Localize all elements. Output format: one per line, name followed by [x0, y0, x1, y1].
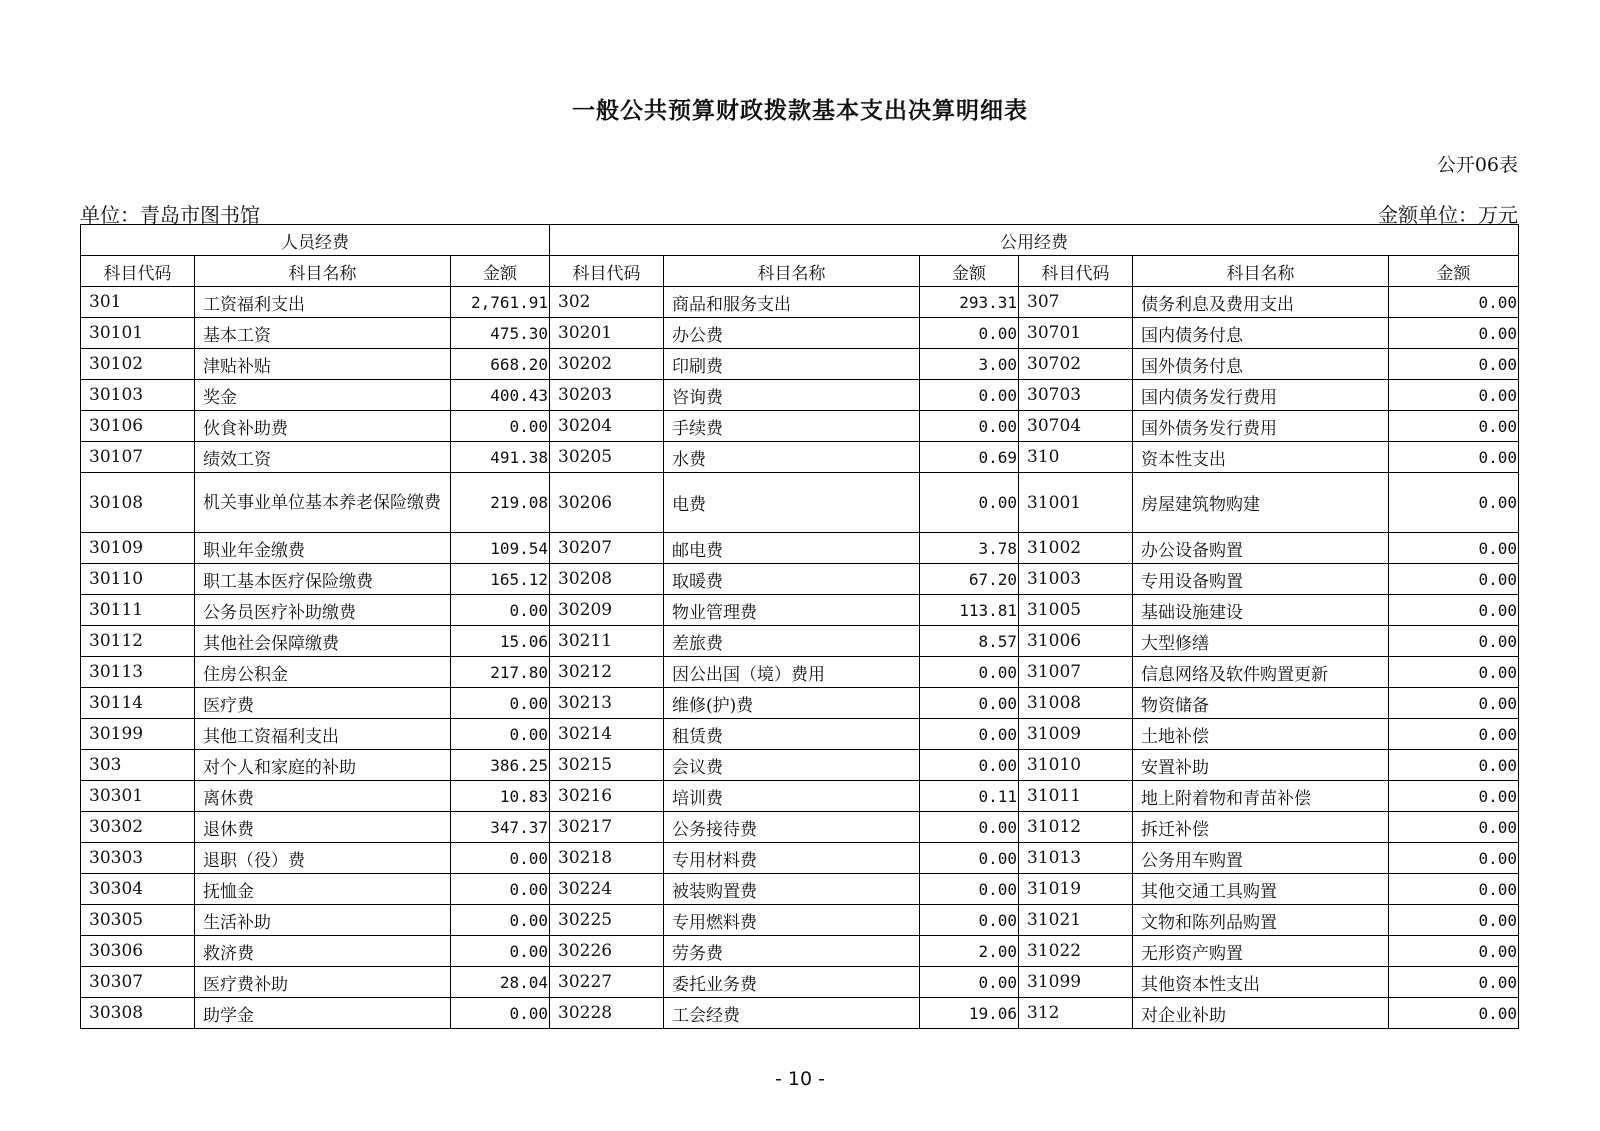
cell-amount: 0.00	[1389, 318, 1519, 349]
cell-amount: 0.00	[451, 688, 550, 719]
cell-code: 301	[81, 287, 195, 318]
cell-name: 其他工资福利支出	[195, 719, 451, 750]
cell-code: 30211	[550, 626, 664, 657]
cell-code: 30202	[550, 349, 664, 380]
cell-amount: 0.00	[1389, 688, 1519, 719]
cell-code: 30102	[81, 349, 195, 380]
cell-code: 30306	[81, 936, 195, 967]
cell-name: 伙食补助费	[195, 411, 451, 442]
table-row	[81, 843, 1519, 874]
cell-amount: 0.00	[1389, 998, 1519, 1029]
table-row	[81, 533, 1519, 564]
col-header-name: 科目名称	[1133, 256, 1389, 287]
cell-name: 土地补偿	[1133, 719, 1389, 750]
col-header-amount: 金额	[920, 256, 1019, 287]
cell-code: 310	[1019, 442, 1133, 473]
cell-name: 印刷费	[664, 349, 920, 380]
cell-amount: 0.00	[1389, 843, 1519, 874]
cell-amount: 0.00	[1389, 564, 1519, 595]
cell-code: 30307	[81, 967, 195, 998]
cell-code: 30110	[81, 564, 195, 595]
cell-code: 30101	[81, 318, 195, 349]
page-number: - 10 -	[775, 1068, 825, 1090]
cell-code: 30216	[550, 781, 664, 812]
cell-amount: 2,761.91	[451, 287, 550, 318]
cell-amount: 0.00	[451, 874, 550, 905]
cell-name: 职工基本医疗保险缴费	[195, 564, 451, 595]
cell-code: 31008	[1019, 688, 1133, 719]
table-row	[81, 905, 1519, 936]
cell-amount: 0.00	[1389, 719, 1519, 750]
cell-name: 差旅费	[664, 626, 920, 657]
group-header-row	[81, 225, 1519, 256]
page-title: 一般公共预算财政拨款基本支出决算明细表	[572, 98, 1028, 124]
cell-code: 30302	[81, 812, 195, 843]
table-row	[81, 967, 1519, 998]
cell-name: 绩效工资	[195, 442, 451, 473]
cell-code: 31003	[1019, 564, 1133, 595]
cell-amount: 0.00	[920, 411, 1019, 442]
cell-amount: 400.43	[451, 380, 550, 411]
cell-code: 31009	[1019, 719, 1133, 750]
cell-amount: 0.00	[920, 688, 1019, 719]
cell-name: 资本性支出	[1133, 442, 1389, 473]
cell-amount: 0.00	[451, 595, 550, 626]
cell-code: 30225	[550, 905, 664, 936]
cell-name: 国内债务发行费用	[1133, 380, 1389, 411]
cell-amount: 0.00	[920, 657, 1019, 688]
cell-name: 专用材料费	[664, 843, 920, 874]
table-row	[81, 874, 1519, 905]
cell-amount: 2.00	[920, 936, 1019, 967]
cell-amount: 0.00	[1389, 750, 1519, 781]
col-header-code: 科目代码	[81, 256, 195, 287]
cell-code: 30702	[1019, 349, 1133, 380]
cell-code: 31007	[1019, 657, 1133, 688]
cell-name: 公务用车购置	[1133, 843, 1389, 874]
cell-code: 30209	[550, 595, 664, 626]
cell-code: 31002	[1019, 533, 1133, 564]
cell-name: 委托业务费	[664, 967, 920, 998]
cell-name: 国外债务付息	[1133, 349, 1389, 380]
cell-amount: 0.00	[1389, 595, 1519, 626]
cell-amount: 19.06	[920, 998, 1019, 1029]
cell-code: 30308	[81, 998, 195, 1029]
budget-detail-table	[80, 224, 1519, 1029]
cell-code: 30227	[550, 967, 664, 998]
cell-amount: 10.83	[451, 781, 550, 812]
cell-name: 电费	[664, 473, 920, 533]
cell-code: 30701	[1019, 318, 1133, 349]
cell-name: 文物和陈列品购置	[1133, 905, 1389, 936]
cell-name: 房屋建筑物购建	[1133, 473, 1389, 533]
cell-name: 安置补助	[1133, 750, 1389, 781]
cell-name: 手续费	[664, 411, 920, 442]
cell-amount: 3.00	[920, 349, 1019, 380]
cell-amount: 0.00	[1389, 936, 1519, 967]
cell-code: 30204	[550, 411, 664, 442]
cell-name: 租赁费	[664, 719, 920, 750]
cell-amount: 0.00	[1389, 349, 1519, 380]
table-row	[81, 595, 1519, 626]
cell-amount: 0.00	[451, 411, 550, 442]
cell-name: 其他交通工具购置	[1133, 874, 1389, 905]
cell-name: 会议费	[664, 750, 920, 781]
column-header-row	[81, 256, 1519, 287]
cell-code: 30301	[81, 781, 195, 812]
cell-name: 被装购置费	[664, 874, 920, 905]
table-row	[81, 380, 1519, 411]
cell-code: 30201	[550, 318, 664, 349]
cell-name: 专用设备购置	[1133, 564, 1389, 595]
cell-amount: 0.00	[1389, 905, 1519, 936]
cell-amount: 0.00	[920, 874, 1019, 905]
cell-name: 津贴补贴	[195, 349, 451, 380]
cell-amount: 0.00	[1389, 812, 1519, 843]
cell-amount: 347.37	[451, 812, 550, 843]
col-header-code: 科目代码	[1019, 256, 1133, 287]
cell-code: 30218	[550, 843, 664, 874]
table-row	[81, 473, 1519, 533]
cell-code: 30228	[550, 998, 664, 1029]
cell-code: 31021	[1019, 905, 1133, 936]
table-row	[81, 781, 1519, 812]
cell-amount: 0.00	[920, 905, 1019, 936]
cell-name: 公务接待费	[664, 812, 920, 843]
table-row	[81, 998, 1519, 1029]
cell-amount: 0.00	[920, 473, 1019, 533]
cell-name: 对个人和家庭的补助	[195, 750, 451, 781]
public-expense-header: 公用经费	[550, 225, 1519, 256]
cell-code: 30206	[550, 473, 664, 533]
cell-name: 其他资本性支出	[1133, 967, 1389, 998]
amount-unit: 金额单位：万元	[1378, 203, 1518, 227]
cell-name: 专用燃料费	[664, 905, 920, 936]
cell-amount: 0.00	[451, 719, 550, 750]
cell-code: 30109	[81, 533, 195, 564]
table-row	[81, 564, 1519, 595]
cell-name: 咨询费	[664, 380, 920, 411]
cell-amount: 0.00	[1389, 874, 1519, 905]
cell-amount: 0.00	[451, 905, 550, 936]
cell-code: 31022	[1019, 936, 1133, 967]
cell-amount: 0.00	[451, 843, 550, 874]
cell-code: 31013	[1019, 843, 1133, 874]
cell-name: 商品和服务支出	[664, 287, 920, 318]
table-row	[81, 318, 1519, 349]
cell-code: 30213	[550, 688, 664, 719]
cell-name: 因公出国（境）费用	[664, 657, 920, 688]
cell-amount: 0.00	[1389, 781, 1519, 812]
cell-name: 水费	[664, 442, 920, 473]
cell-code: 30226	[550, 936, 664, 967]
cell-code: 30214	[550, 719, 664, 750]
cell-amount: 0.00	[1389, 473, 1519, 533]
cell-name: 医疗费补助	[195, 967, 451, 998]
cell-amount: 0.00	[1389, 442, 1519, 473]
cell-name: 物资储备	[1133, 688, 1389, 719]
cell-code: 31005	[1019, 595, 1133, 626]
table-row	[81, 442, 1519, 473]
cell-name: 退休费	[195, 812, 451, 843]
cell-name: 国内债务付息	[1133, 318, 1389, 349]
cell-code: 303	[81, 750, 195, 781]
cell-amount: 15.06	[451, 626, 550, 657]
cell-name: 基础设施建设	[1133, 595, 1389, 626]
cell-amount: 0.00	[920, 812, 1019, 843]
cell-code: 307	[1019, 287, 1133, 318]
cell-amount: 0.00	[451, 998, 550, 1029]
cell-amount: 165.12	[451, 564, 550, 595]
cell-code: 31010	[1019, 750, 1133, 781]
cell-amount: 0.00	[451, 936, 550, 967]
table-row	[81, 411, 1519, 442]
table-row	[81, 750, 1519, 781]
cell-name: 劳务费	[664, 936, 920, 967]
cell-amount: 109.54	[451, 533, 550, 564]
cell-amount: 0.00	[920, 719, 1019, 750]
cell-name: 基本工资	[195, 318, 451, 349]
cell-amount: 0.00	[920, 967, 1019, 998]
cell-amount: 0.00	[1389, 411, 1519, 442]
cell-name: 国外债务发行费用	[1133, 411, 1389, 442]
cell-code: 30305	[81, 905, 195, 936]
cell-code: 31001	[1019, 473, 1133, 533]
cell-code: 30217	[550, 812, 664, 843]
cell-amount: 0.00	[1389, 626, 1519, 657]
cell-name: 退职（役）费	[195, 843, 451, 874]
cell-name: 职业年金缴费	[195, 533, 451, 564]
cell-amount: 0.00	[920, 380, 1019, 411]
cell-name: 救济费	[195, 936, 451, 967]
cell-amount: 0.00	[1389, 967, 1519, 998]
cell-code: 30108	[81, 473, 195, 533]
cell-code: 30113	[81, 657, 195, 688]
col-header-amount: 金额	[1389, 256, 1519, 287]
cell-code: 30112	[81, 626, 195, 657]
cell-code: 30114	[81, 688, 195, 719]
cell-name: 物业管理费	[664, 595, 920, 626]
cell-amount: 3.78	[920, 533, 1019, 564]
cell-code: 30208	[550, 564, 664, 595]
cell-code: 30111	[81, 595, 195, 626]
table-row	[81, 719, 1519, 750]
cell-name: 生活补助	[195, 905, 451, 936]
col-header-name: 科目名称	[195, 256, 451, 287]
cell-name: 工资福利支出	[195, 287, 451, 318]
cell-code: 31012	[1019, 812, 1133, 843]
cell-amount: 217.80	[451, 657, 550, 688]
cell-amount: 0.00	[1389, 533, 1519, 564]
cell-amount: 8.57	[920, 626, 1019, 657]
cell-amount: 0.00	[920, 843, 1019, 874]
cell-code: 30704	[1019, 411, 1133, 442]
cell-amount: 0.00	[920, 318, 1019, 349]
cell-amount: 0.00	[1389, 657, 1519, 688]
cell-name: 拆迁补偿	[1133, 812, 1389, 843]
cell-code: 31099	[1019, 967, 1133, 998]
cell-name: 取暖费	[664, 564, 920, 595]
table-row	[81, 657, 1519, 688]
cell-name: 地上附着物和青苗补偿	[1133, 781, 1389, 812]
col-header-code: 科目代码	[550, 256, 664, 287]
col-header-name: 科目名称	[664, 256, 920, 287]
cell-amount: 668.20	[451, 349, 550, 380]
cell-amount: 219.08	[451, 473, 550, 533]
reporting-unit: 单位：青岛市图书馆	[80, 203, 260, 227]
cell-amount: 475.30	[451, 318, 550, 349]
cell-amount: 386.25	[451, 750, 550, 781]
cell-name: 住房公积金	[195, 657, 451, 688]
cell-amount: 0.69	[920, 442, 1019, 473]
col-header-amount: 金额	[451, 256, 550, 287]
cell-code: 30199	[81, 719, 195, 750]
cell-amount: 113.81	[920, 595, 1019, 626]
personnel-expense-header: 人员经费	[81, 225, 550, 256]
table-row	[81, 626, 1519, 657]
cell-code: 312	[1019, 998, 1133, 1029]
cell-code: 31019	[1019, 874, 1133, 905]
cell-name: 机关事业单位基本养老保险缴费	[195, 473, 451, 533]
cell-name: 离休费	[195, 781, 451, 812]
cell-code: 30224	[550, 874, 664, 905]
cell-name: 信息网络及软件购置更新	[1133, 657, 1389, 688]
cell-name: 医疗费	[195, 688, 451, 719]
cell-name: 其他社会保障缴费	[195, 626, 451, 657]
cell-name: 公务员医疗补助缴费	[195, 595, 451, 626]
table-row	[81, 936, 1519, 967]
cell-amount: 0.00	[920, 750, 1019, 781]
cell-code: 30205	[550, 442, 664, 473]
cell-code: 30207	[550, 533, 664, 564]
cell-code: 302	[550, 287, 664, 318]
table-row	[81, 349, 1519, 380]
cell-name: 助学金	[195, 998, 451, 1029]
cell-name: 抚恤金	[195, 874, 451, 905]
cell-code: 30107	[81, 442, 195, 473]
cell-code: 30215	[550, 750, 664, 781]
cell-amount: 0.00	[1389, 380, 1519, 411]
cell-name: 邮电费	[664, 533, 920, 564]
table-number: 公开06表	[1436, 154, 1518, 176]
cell-name: 债务利息及费用支出	[1133, 287, 1389, 318]
cell-code: 30103	[81, 380, 195, 411]
cell-name: 办公设备购置	[1133, 533, 1389, 564]
cell-code: 30303	[81, 843, 195, 874]
table-row	[81, 287, 1519, 318]
cell-amount: 28.04	[451, 967, 550, 998]
cell-name: 大型修缮	[1133, 626, 1389, 657]
cell-code: 31006	[1019, 626, 1133, 657]
cell-name: 维修(护)费	[664, 688, 920, 719]
cell-code: 30304	[81, 874, 195, 905]
cell-amount: 0.11	[920, 781, 1019, 812]
table-row	[81, 688, 1519, 719]
cell-name: 工会经费	[664, 998, 920, 1029]
cell-amount: 0.00	[1389, 287, 1519, 318]
cell-name: 奖金	[195, 380, 451, 411]
cell-name: 对企业补助	[1133, 998, 1389, 1029]
cell-name: 无形资产购置	[1133, 936, 1389, 967]
cell-code: 30106	[81, 411, 195, 442]
cell-amount: 67.20	[920, 564, 1019, 595]
cell-amount: 491.38	[451, 442, 550, 473]
cell-code: 31011	[1019, 781, 1133, 812]
cell-name: 培训费	[664, 781, 920, 812]
table-row	[81, 812, 1519, 843]
cell-name: 办公费	[664, 318, 920, 349]
cell-code: 30212	[550, 657, 664, 688]
cell-code: 30703	[1019, 380, 1133, 411]
cell-code: 30203	[550, 380, 664, 411]
cell-amount: 293.31	[920, 287, 1019, 318]
